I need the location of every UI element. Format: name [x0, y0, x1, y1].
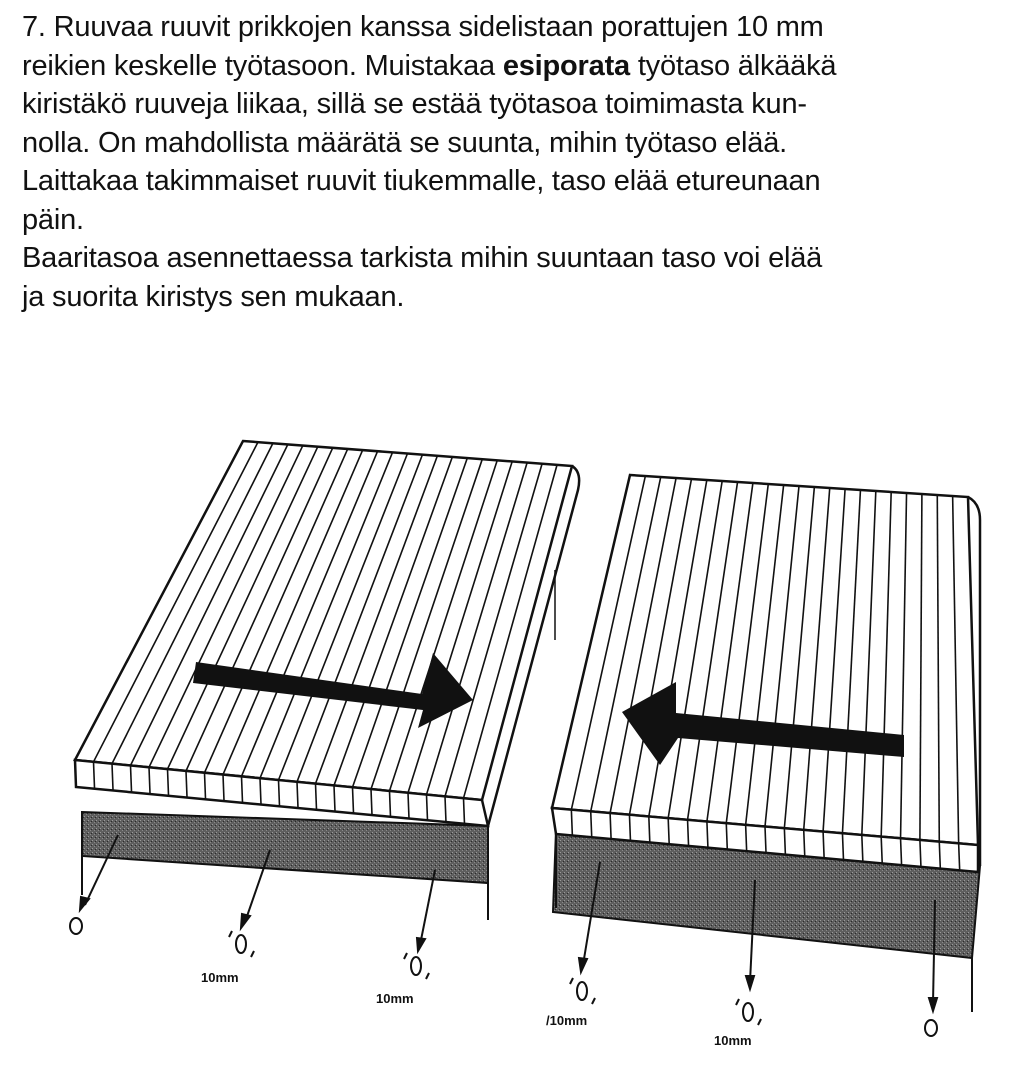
plank-edge-line — [881, 837, 882, 863]
instruction-line: ja suorita kiristys sen mukaan. — [22, 280, 405, 313]
hole-size-label: 10mm — [201, 970, 239, 985]
plank-edge-line — [668, 818, 669, 844]
plank-edge-line — [571, 810, 572, 836]
plank-edge-line — [610, 813, 611, 839]
screw-hole-icon — [743, 1003, 753, 1021]
plank-edge-line — [408, 793, 409, 819]
hole-size-label: 10mm — [376, 991, 414, 1006]
plank-edge-line — [746, 825, 747, 851]
plank-edge-line — [223, 775, 224, 801]
plank-edge-line — [649, 816, 650, 842]
plank-edge-line — [959, 843, 960, 869]
plank-edge-line — [112, 764, 113, 790]
plank-edge-line — [94, 762, 95, 788]
plank-edge-line — [186, 771, 187, 797]
plank-edge-line — [316, 784, 317, 810]
plank-edge-line — [334, 785, 335, 811]
plank-edge-line — [629, 815, 630, 841]
plank-edge-line — [205, 773, 206, 799]
plank-edge-line — [149, 767, 150, 793]
plank-edge-line — [804, 830, 805, 856]
worktop-illustration — [0, 380, 1024, 1073]
plank-edge-line — [862, 835, 863, 861]
plank-edge-line — [353, 787, 354, 813]
plank-edge-line — [591, 811, 592, 837]
plank-edge-line — [131, 765, 132, 791]
instruction-line: 7. Ruuvaa ruuvit prikkojen kanssa sidelistaan porattujen 10 mm — [22, 11, 824, 43]
instruction-fragment: reikien keskelle työtasoon. Muistakaa — [22, 49, 503, 82]
right-worktop-panel — [546, 475, 980, 1048]
emphasis-esiporata: esiporata — [502, 49, 630, 82]
plank-edge-line — [726, 823, 727, 849]
plank-edge-line — [297, 782, 298, 808]
plank-edge-line — [784, 828, 785, 854]
plank-edge-line — [939, 842, 940, 868]
left-worktop-panel — [70, 441, 579, 1006]
screw-hole-icon — [577, 982, 587, 1000]
plank-edge-line — [823, 832, 824, 858]
plank-edge-line — [920, 840, 921, 866]
screw-hole-icon — [925, 1020, 937, 1036]
plank-edge-line — [765, 827, 766, 853]
instruction-line: Laittakaa takimmaiset ruuvit tiukemmalle, taso elää etureunaan — [22, 165, 821, 197]
instruction-line: Baaritasoa asennettaessa tarkista mihin suuntaan taso voi elää — [22, 242, 823, 274]
plank-edge-line — [168, 769, 169, 795]
plank-edge-line — [445, 796, 446, 822]
screw-hole-icon — [236, 935, 246, 953]
hole-size-label: /10mm — [546, 1013, 588, 1028]
plank-edge-line — [842, 833, 843, 859]
plank-edge-line — [688, 820, 689, 846]
right-worktop-top — [552, 475, 978, 845]
plank-edge-line — [279, 780, 280, 806]
instruction-text — [22, 8, 1002, 316]
instruction-line: kiristäkö ruuveja liikaa, sillä se estää työtasoa toimimasta kun- — [22, 88, 807, 120]
plank-edge-line — [260, 778, 261, 804]
instruction-line: nolla. On mahdollista määrätä se suunta, mihin työtaso elää. — [22, 126, 787, 159]
plank-edge-line — [464, 798, 465, 824]
screw-hole-icon — [411, 957, 421, 975]
plank-edge-line — [707, 821, 708, 847]
plank-edge-line — [427, 795, 428, 821]
plank-edge-line — [371, 789, 372, 815]
plank-edge-line — [390, 791, 391, 817]
instruction-fragment: työtaso älkääkä — [629, 49, 837, 82]
instruction-line: päin. — [22, 203, 84, 236]
plank-edge-line — [901, 838, 902, 864]
left-side-rail — [82, 812, 488, 883]
screw-hole-icon — [70, 918, 82, 934]
hole-size-label: 10mm — [714, 1033, 752, 1048]
instruction-line — [22, 47, 1002, 86]
plank-edge-line — [242, 776, 243, 802]
